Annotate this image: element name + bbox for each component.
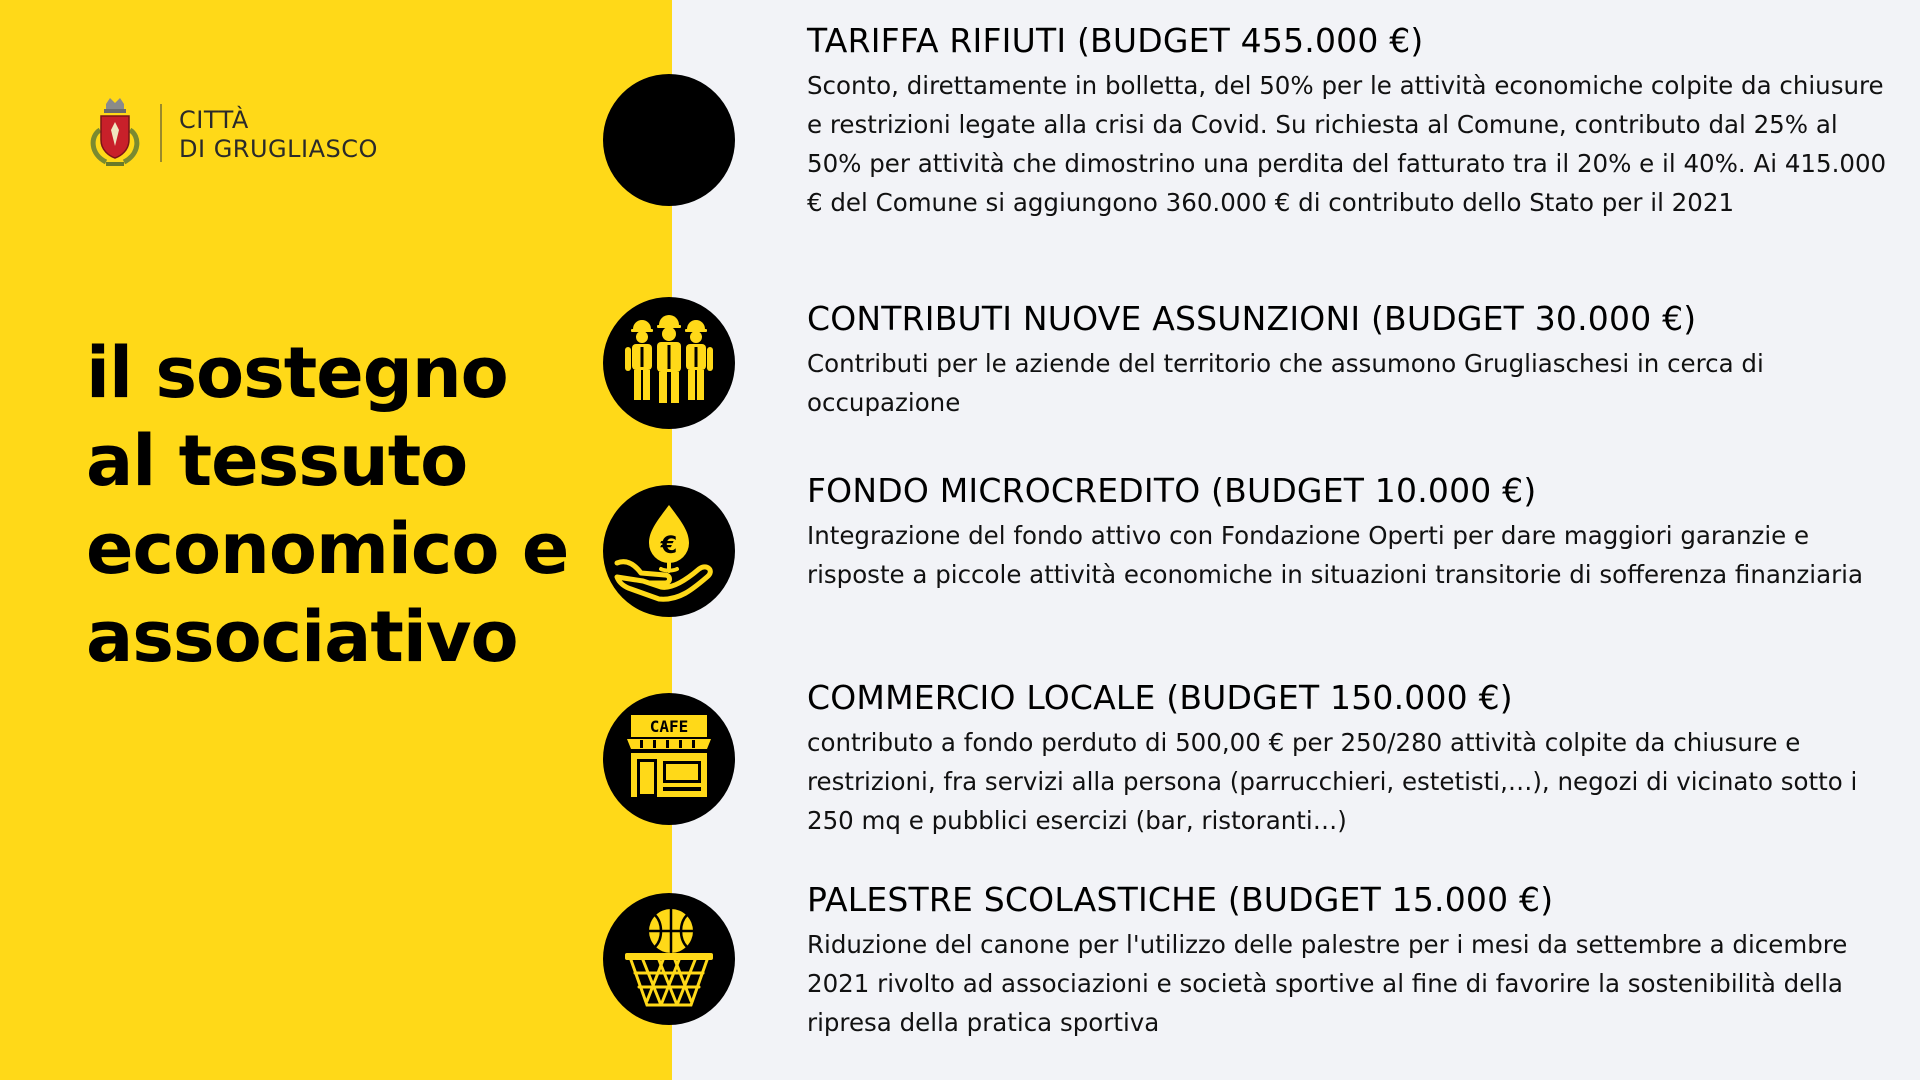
hand-euro-icon: [603, 485, 735, 617]
title-line-1: il sostegno: [86, 331, 508, 414]
basketball-hoop-icon: [603, 893, 735, 1025]
section-text: Riduzione del canone per l'utilizzo delle palestre per i mesi da settembre a dicembre 2021 rivolto ad associazioni e società sportive al fine di favorire la sostenibilità della ripresa della pratica sportiva: [807, 930, 1848, 1037]
logo-text: [179, 106, 378, 164]
section-title: PALESTRE SCOLASTICHE (BUDGET 15.000 €): [807, 880, 1554, 919]
section-title: COMMERCIO LOCALE (BUDGET 150.000 €): [807, 678, 1513, 717]
left-panel: [0, 0, 672, 1080]
logo-divider: [160, 104, 162, 162]
title-line-3: economico e: [86, 507, 569, 590]
workers-icon: [603, 297, 735, 429]
section-commercio-locale: [807, 677, 1897, 840]
logo-line-2: DI GRUGLIASCO: [179, 135, 378, 163]
cafe-sign-text: CAFE: [649, 717, 689, 736]
section-contributi-assunzioni: [807, 298, 1897, 422]
section-fondo-microcredito: [807, 470, 1897, 594]
city-logo: [86, 96, 386, 168]
section-title: FONDO MICROCREDITO (BUDGET 10.000 €): [807, 471, 1537, 510]
section-title: TARIFFA RIFIUTI (BUDGET 455.000 €): [807, 21, 1424, 60]
title-line-2: al tessuto: [86, 419, 468, 502]
section-tariffa-rifiuti: [807, 20, 1897, 222]
page-title: [86, 329, 646, 681]
city-crest-icon: [86, 96, 144, 168]
svg-text:€: €: [660, 531, 678, 559]
section-text: Contributi per le aziende del territorio che assumono Grugliaschesi in cerca di occupazione: [807, 349, 1764, 417]
section-palestre-scolastiche: [807, 879, 1897, 1042]
logo-line-1: CITTÀ: [179, 106, 249, 134]
section-text: contributo a fondo perduto di 500,00 € per 250/280 attività colpite da chiusure e restrizioni, fra servizi alla persona (parrucchieri, estetisti,…), negozi di vicinato sotto i 250 mq e pubblici esercizi (bar, ristoranti…): [807, 728, 1858, 835]
blank-circle-icon: [603, 74, 735, 206]
section-title: CONTRIBUTI NUOVE ASSUNZIONI (BUDGET 30.000 €): [807, 299, 1697, 338]
section-text: Integrazione del fondo attivo con Fondazione Operti per dare maggiori garanzie e risposte a piccole attività economiche in situazioni transitorie di sofferenza finanziaria: [807, 521, 1863, 589]
title-line-4: associativo: [86, 595, 518, 678]
cafe-shop-icon: [603, 693, 735, 825]
section-text: Sconto, direttamente in bolletta, del 50% per le attività economiche colpite da chiusure e restrizioni legate alla crisi da Covid. Su richiesta al Comune, contributo dal 25% al 50% per attività che dimostrino una perdita del fatturato tra il 20% e il 40%. Ai 415.000 € del Comune si aggiungono 360.000 € di contributo dello Stato per il 2021: [807, 71, 1887, 217]
